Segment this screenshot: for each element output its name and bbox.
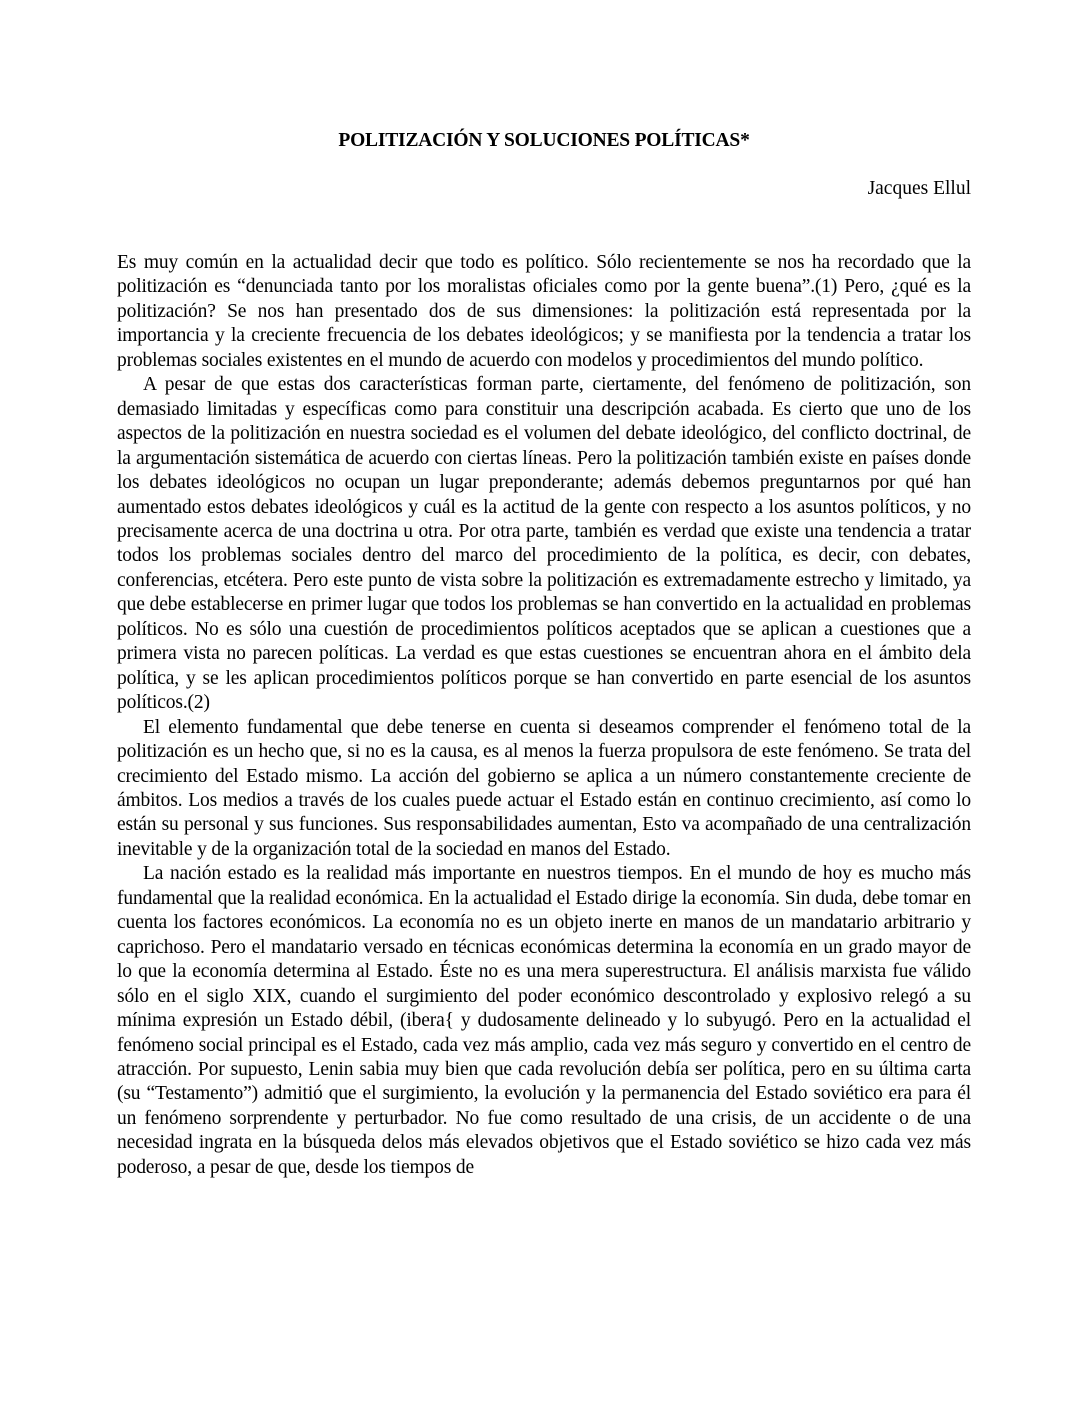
document-author: Jacques Ellul bbox=[867, 178, 971, 199]
paragraph-3: El elemento fundamental que debe tenerse en cuenta si deseamos comprender el fenómeno total de la politización es un hecho que, si no es la causa, es al menos la fuerza propulsora de este fenómeno. Se trata del crecimiento del Estado mismo. La acción del gobierno se aplica a un número constantemente creciente de ámbitos. Los medios a través de los cuales puede actuar el Estado están en continuo crecimiento, así como lo están su personal y sus funciones. Sus responsabilidades aumentan, Esto va acompañado de una centralización inevitable y de la organización total de la sociedad en manos del Estado. bbox=[117, 716, 971, 860]
paragraph-2: A pesar de que estas dos características forman parte, ciertamente, del fenómeno de politización, son demasiado limitadas y específicas como para constituir una descripción acabada. Es cierto que uno de los aspectos de la politización en nuestra sociedad es el volumen del debate ideológico, del conflicto doctrinal, de la argumentación sistemática de acuerdo con ciertas líneas. Pero la politización también existe en países donde los debates ideológicos no ocupan un lugar preponderante; además debemos preguntarnos por qué han aumentado estos debates ideológicos y cuál es la actitud de la gente con respecto a los asuntos políticos, y no precisamente acerca de una doctrina u otra. Por otra parte, también es verdad que existe una tendencia a tratar todos los problemas sociales dentro del marco del procedimiento de la política, es decir, con debates, conferencias, etcétera. Pero este punto de vista sobre la politización es extremadamente estrecho y limitado, ya que debe establecerse en primer lugar que todos los problemas se han convertido en la actualidad en problemas políticos. No es sólo una cuestión de procedimientos políticos aceptados que se aplican a cuestiones que a primera vista no parecen políticas. La verdad es que estas cuestiones se encuentran ahora en el ámbito dela política, y se les aplican procedimientos políticos porque se han convertido en parte esencial de los asuntos políticos.(2) bbox=[117, 374, 971, 714]
paragraph-4: La nación estado es la realidad más importante en nuestros tiempos. En el mundo de hoy es mucho más fundamental que la realidad económica. En la actualidad el Estado dirige la economía. Sin duda, debe tomar en cuenta los factores económicos. La economía no es un objeto inerte en manos de un mandatario arbitrario y caprichoso. Pero el mandatario versado en técnicas económicas determina la economía en un grado mayor de lo que la economía determina al Estado. Éste no es una mera superestructura. El análisis marxista fue válido sólo en el siglo XIX, cuando el surgimiento del poder económico descontrolado y explosivo relegó a su mínima expresión un Estado débil, (ibera{ y dudosamente delineado y lo subyugó. Pero en la actualidad el fenómeno social principal es el Estado, cada vez más amplio, cada vez más seguro y convertido en el centro de atracción. Por supuesto, Lenin sabia muy bien que cada revolución debía ser política, pero en su última carta (su “Testamento”) admitió que el surgimiento, la evolución y la permanencia del Estado soviético era para él un fenómeno sorprendente y perturbador. No fue como resultado de una crisis, de un accidente o de una necesidad ingrata en la búsqueda delos más elevados objetivos que el Estado soviético se hizo cada vez más poderoso, a pesar de que, desde los tiempos de bbox=[117, 863, 971, 1178]
document-body bbox=[117, 251, 971, 1180]
document-title: POLITIZACIÓN Y SOLUCIONES POLÍTICAS* bbox=[338, 130, 750, 151]
paragraph-1: Es muy común en la actualidad decir que todo es político. Sólo recientemente se nos ha recordado que la politización es “denunciada tanto por los moralistas oficiales como por la gente buena”.(1) Pero, ¿qué es la politización? Se nos han presentado dos de sus dimensiones: la politización está representada por la importancia y la creciente frecuencia de los debates ideológicos; y se manifiesta por la tendencia a tratar los problemas sociales existentes en el mundo de acuerdo con modelos y procedimientos del mundo político. bbox=[117, 252, 971, 371]
